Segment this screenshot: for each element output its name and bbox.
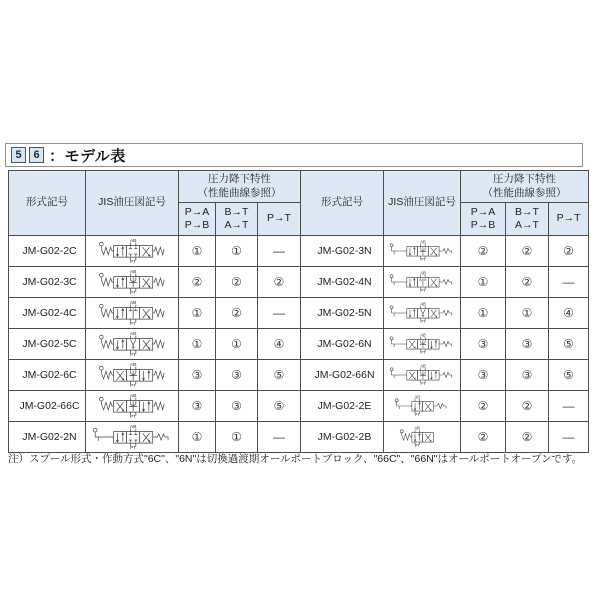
pressure-drop-value: ③ (179, 360, 216, 391)
svg-text:PT: PT (420, 319, 426, 325)
pressure-drop-value: ⑤ (258, 360, 301, 391)
pressure-drop-value: ② (216, 298, 258, 329)
svg-text:AB: AB (414, 425, 421, 431)
col-header-pressure-drop-right (461, 171, 589, 203)
model-code: JM-G02-66N (301, 360, 384, 391)
subcol-pa-pb-right: P→A P→B (461, 203, 506, 236)
jis-valve-symbol (384, 329, 461, 360)
model-code: JM-G02-3N (301, 236, 384, 267)
section-title (5, 143, 583, 167)
subcol-bt-at-left: B→T A→T (216, 203, 258, 236)
jis-valve-symbol (384, 236, 461, 267)
svg-text:AB: AB (129, 237, 137, 244)
svg-text:AB: AB (420, 270, 426, 276)
svg-text:PT: PT (129, 321, 137, 328)
col-header-symbol-left: JIS油圧図記号 (86, 171, 179, 236)
pressure-drop-value: ① (179, 329, 216, 360)
subcol-pt-right: P→T (549, 203, 589, 236)
pressure-drop-value: — (549, 422, 589, 453)
model-code: JM-G02-2B (301, 422, 384, 453)
subcol-bt-at-right: B→T A→T (506, 203, 549, 236)
table-row (9, 298, 589, 329)
table-row (9, 422, 589, 453)
pressure-drop-value: ③ (179, 391, 216, 422)
model-code: JM-G02-6N (301, 329, 384, 360)
pressure-drop-line1: 圧力降下特性 (493, 173, 557, 186)
pressure-drop-value: ① (216, 422, 258, 453)
page-title: ：モデル表 (49, 147, 126, 165)
model-code: JM-G02-66C (9, 391, 86, 422)
svg-text:AB: AB (420, 301, 426, 307)
svg-text:AB: AB (420, 239, 426, 245)
model-code: JM-G02-2N (9, 422, 86, 453)
model-code: JM-G02-4C (9, 298, 86, 329)
jis-valve-symbol (384, 391, 461, 422)
pressure-drop-value: ② (506, 391, 549, 422)
table-row (9, 360, 589, 391)
jis-valve-symbol (384, 267, 461, 298)
svg-text:AB: AB (420, 363, 426, 369)
svg-text:PT: PT (420, 257, 426, 263)
pressure-drop-value: ② (549, 236, 589, 267)
jis-valve-symbol (86, 391, 179, 422)
pressure-drop-value: — (549, 267, 589, 298)
pressure-drop-value: ③ (216, 391, 258, 422)
pressure-drop-value: ① (216, 236, 258, 267)
table-row (9, 267, 589, 298)
table-row (9, 391, 589, 422)
svg-text:PT: PT (414, 412, 420, 418)
pressure-drop-value: ① (179, 236, 216, 267)
table-row (9, 329, 589, 360)
pressure-drop-value: — (258, 298, 301, 329)
model-code: JM-G02-4N (301, 267, 384, 298)
pressure-drop-line2: （性能曲線参照） (197, 186, 282, 199)
subcol-pt-left: P→T (258, 203, 301, 236)
svg-text:PT: PT (414, 443, 420, 449)
pressure-drop-value: ② (258, 267, 301, 298)
pressure-drop-value: ② (506, 236, 549, 267)
svg-text:AB: AB (129, 361, 137, 368)
pressure-drop-value: ① (506, 298, 549, 329)
svg-text:PT: PT (129, 414, 137, 421)
footnote: 注）スプール形式・作動方式"6C"、"6N"は切換過渡期オールポートブロック、"66C"、"66N"はオールポートオープンです。 (8, 453, 583, 465)
jis-valve-symbol (86, 329, 179, 360)
pressure-drop-value: ③ (506, 360, 549, 391)
jis-valve-symbol (384, 298, 461, 329)
table-row (9, 236, 589, 267)
model-code: JM-G02-2E (301, 391, 384, 422)
subcol-pa-pb-left: P→A P→B (179, 203, 216, 236)
model-code: JM-G02-3C (9, 267, 86, 298)
jis-valve-symbol (384, 422, 461, 453)
svg-text:PT: PT (129, 445, 137, 452)
svg-text:AB: AB (129, 299, 137, 306)
svg-text:AB: AB (129, 392, 137, 399)
pressure-drop-value: ② (461, 391, 506, 422)
svg-text:AB: AB (129, 330, 137, 337)
pressure-drop-value: ② (506, 422, 549, 453)
pressure-drop-value: ⑤ (549, 360, 589, 391)
jis-valve-symbol (86, 267, 179, 298)
section-number-6: 6 (29, 147, 44, 163)
svg-text:PT: PT (129, 259, 137, 266)
pressure-drop-value: — (258, 422, 301, 453)
svg-text:AB: AB (129, 268, 137, 275)
section-number-5: 5 (11, 147, 26, 163)
jis-valve-symbol (86, 422, 179, 453)
pressure-drop-value: ③ (461, 360, 506, 391)
pressure-drop-value: ① (461, 298, 506, 329)
pressure-drop-value: ① (216, 329, 258, 360)
svg-text:PT: PT (420, 350, 426, 356)
pressure-drop-value: — (549, 391, 589, 422)
svg-text:AB: AB (129, 423, 137, 430)
pressure-drop-value: ① (179, 298, 216, 329)
pressure-drop-value: ① (179, 422, 216, 453)
model-code: JM-G02-5C (9, 329, 86, 360)
jis-valve-symbol (86, 236, 179, 267)
jis-valve-symbol (86, 298, 179, 329)
svg-text:AB: AB (420, 332, 426, 338)
pressure-drop-value: ② (179, 267, 216, 298)
pressure-drop-value: ③ (506, 329, 549, 360)
pressure-drop-value: ⑤ (258, 391, 301, 422)
pressure-drop-value: ② (461, 236, 506, 267)
jis-valve-symbol (86, 360, 179, 391)
pressure-drop-value: ② (506, 267, 549, 298)
svg-text:PT: PT (420, 381, 426, 387)
pressure-drop-value: ② (461, 422, 506, 453)
model-code: JM-G02-5N (301, 298, 384, 329)
svg-text:PT: PT (129, 290, 137, 297)
svg-text:AB: AB (414, 394, 421, 400)
pressure-drop-value: ③ (216, 360, 258, 391)
model-table (8, 170, 589, 453)
model-code: JM-G02-6C (9, 360, 86, 391)
pressure-drop-value: ⑤ (549, 329, 589, 360)
col-header-model-right: 形式記号 (301, 171, 384, 236)
svg-text:PT: PT (129, 352, 137, 359)
col-header-symbol-right: JIS油圧図記号 (384, 171, 461, 236)
pressure-drop-value: ① (461, 267, 506, 298)
col-header-model-left: 形式記号 (9, 171, 86, 236)
model-code: JM-G02-2C (9, 236, 86, 267)
col-header-pressure-drop-left (179, 171, 301, 203)
svg-text:PT: PT (129, 383, 137, 390)
pressure-drop-value: ③ (461, 329, 506, 360)
svg-text:PT: PT (420, 288, 426, 294)
pressure-drop-value: — (258, 236, 301, 267)
pressure-drop-value: ④ (258, 329, 301, 360)
pressure-drop-line2: （性能曲線参照） (482, 186, 567, 199)
pressure-drop-line1: 圧力降下特性 (208, 173, 271, 186)
jis-valve-symbol (384, 360, 461, 391)
pressure-drop-value: ② (216, 267, 258, 298)
pressure-drop-value: ④ (549, 298, 589, 329)
